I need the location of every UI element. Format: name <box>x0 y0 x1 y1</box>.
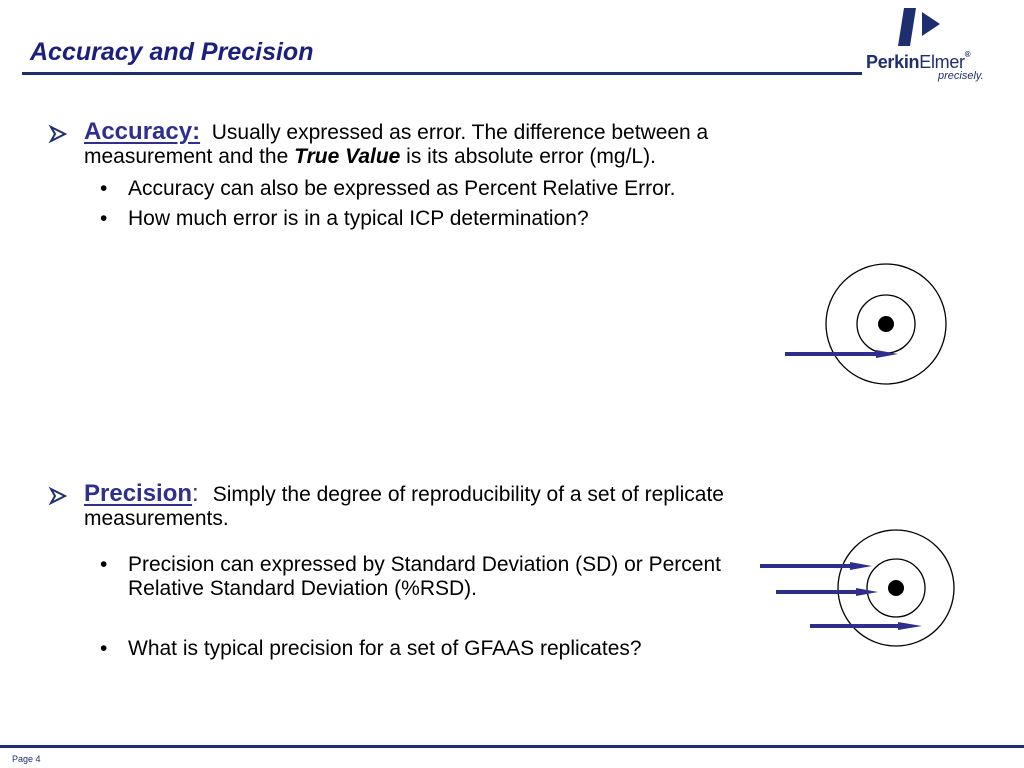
title-divider <box>22 72 862 75</box>
logo-wordmark: PerkinElmer® <box>866 50 971 72</box>
true-value-emphasis: True Value <box>294 145 401 168</box>
slide-title: Accuracy and Precision <box>30 38 314 66</box>
precision-section <box>48 482 768 661</box>
precision-bullet-list <box>48 553 768 661</box>
precision-target-diagram <box>756 528 956 648</box>
list-item: • Accuracy can also be expressed as Percent Relative Error. <box>100 177 676 200</box>
list-item: • Precision can expressed by Standard Deviation (SD) or Percent Relative Standard Deviation (%RSD). <box>100 553 721 600</box>
precision-term: Precision <box>84 480 193 507</box>
list-item: • What is typical precision for a set of GFAAS replicates? <box>100 637 642 660</box>
arrowhead-icon <box>898 622 922 630</box>
logo-tagline: precisely. <box>938 70 984 82</box>
bullseye-dot <box>888 580 904 596</box>
bullseye-dot <box>878 316 894 332</box>
footer-divider <box>0 745 1024 748</box>
arrowhead-bullet-icon <box>48 124 68 144</box>
accuracy-target-diagram <box>780 262 960 388</box>
accuracy-bullet-list <box>48 177 768 231</box>
accuracy-section <box>48 120 768 231</box>
accuracy-term: Accuracy: <box>84 118 201 145</box>
precision-definition: Precision: Simply the degree of reproducibility of a set of replicate measurements. <box>84 480 724 530</box>
logo-mark-icon <box>896 6 956 50</box>
arrowhead-bullet-icon <box>48 486 68 506</box>
list-item: • How much error is in a typical ICP determination? <box>100 207 589 230</box>
perkinelmer-logo <box>866 6 1016 80</box>
accuracy-definition: Accuracy: Usually expressed as error. The difference between a measurement and the True Value is its absolute error (mg/L). <box>84 118 709 168</box>
page-number: Page 4 <box>12 754 41 764</box>
arrowhead-icon <box>850 562 872 570</box>
